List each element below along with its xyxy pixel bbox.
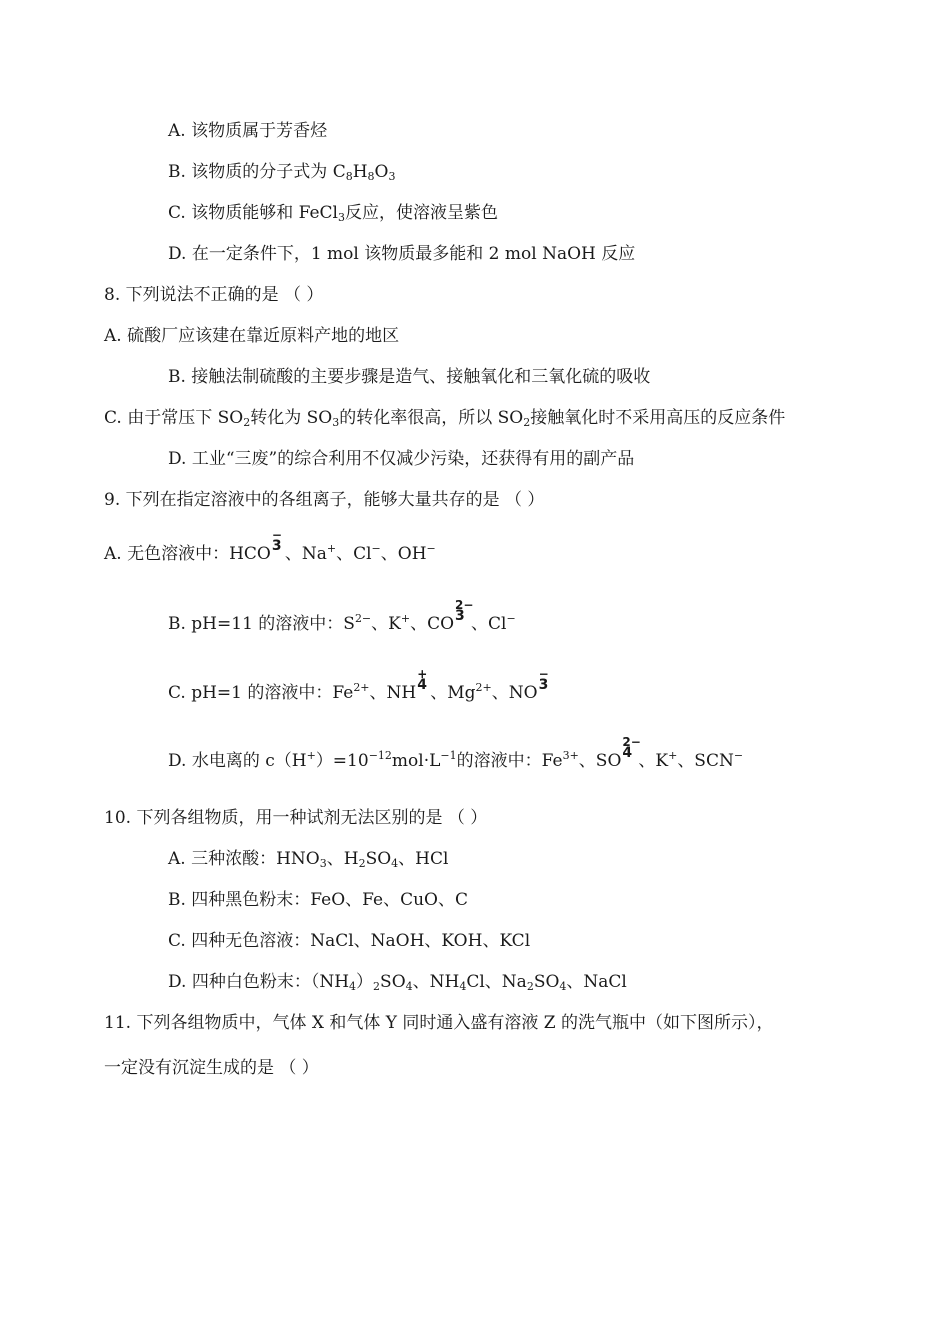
text: ） (356, 972, 374, 992)
text: 的溶液中：Fe (456, 751, 563, 771)
q10-option-a (168, 848, 448, 870)
charge: − (538, 667, 549, 681)
charge: − (271, 528, 282, 542)
superscript: 2− (354, 612, 372, 625)
q7-option-b (168, 161, 395, 183)
q8-option-d (168, 448, 634, 470)
superscript: + (306, 749, 316, 762)
text: B. 该物质的分子式为 C (168, 162, 346, 182)
superscript: − (733, 749, 744, 762)
subscript: 3 (337, 211, 345, 224)
superscript: −1 (440, 749, 457, 762)
text: A. 无色溶液中：HCO (104, 544, 271, 564)
superscript: + (668, 749, 678, 762)
subscript: 2 (523, 416, 531, 429)
count: 4 (417, 677, 427, 693)
q9-option-d (168, 735, 744, 772)
q11-stem-line-1 (104, 1012, 774, 1034)
q8-option-a-text: A. 硫酸厂应该建在靠近原料产地的地区 (104, 326, 400, 346)
subscript: 2 (373, 980, 381, 993)
q9-stem (104, 489, 544, 511)
text: 的转化率很高，所以 SO (339, 408, 524, 428)
superscript: − (506, 612, 516, 625)
q8-option-c (104, 407, 785, 429)
text: A. 三种浓酸：HNO (168, 849, 320, 869)
ion-stack (455, 598, 474, 635)
text: B. pH=11 的溶液中：S (168, 614, 355, 634)
count: 3 (538, 677, 549, 693)
subscript: 3 (319, 857, 327, 870)
text: SO (365, 849, 392, 869)
text: 反应，使溶液呈紫色 (344, 203, 498, 223)
ion-stack (538, 667, 550, 704)
q11-stem-text: 一定没有沉淀生成的是 （ ） (104, 1058, 319, 1078)
superscript: 3+ (562, 749, 579, 762)
q7-option-c (168, 202, 498, 224)
text: 、NH (369, 683, 417, 703)
superscript: − (371, 542, 381, 555)
q8-option-d-text: D. 工业“三废”的综合利用不仅减少污染，还获得有用的副产品 (168, 449, 635, 469)
text: Cl、Na (466, 972, 527, 992)
subscript: 8 (367, 170, 375, 183)
subscript: 4 (559, 980, 567, 993)
charge: + (417, 667, 428, 681)
q10-option-b-text: B. 四种黑色粉末：FeO、Fe、CuO、C (168, 890, 468, 910)
q8-stem (104, 284, 323, 306)
text: 、SCN (677, 751, 734, 771)
q9-option-a (104, 528, 436, 565)
subscript: 2 (358, 857, 366, 870)
ion-stack (417, 667, 428, 704)
q10-option-c (168, 930, 530, 952)
text: 、CO (410, 614, 455, 634)
q7-option-d-text: D. 在一定条件下，1 mol 该物质最多能和 2 mol NaOH 反应 (168, 244, 636, 264)
q8-option-a (104, 325, 399, 347)
q9-stem-text: 9. 下列在指定溶液中的各组离子，能够大量共存的是 （ ） (104, 490, 545, 510)
ion-stack (271, 528, 283, 565)
text: SO (380, 972, 406, 992)
q9-option-b (168, 598, 516, 635)
q7-option-a (168, 120, 327, 142)
text: 、HCl (398, 849, 449, 869)
subscript: 2 (526, 980, 534, 993)
superscript: 2+ (475, 681, 492, 694)
text: 、Cl (471, 614, 507, 634)
text: 、NO (491, 683, 538, 703)
q8-option-b (168, 366, 650, 388)
text: mol·L (391, 751, 441, 771)
q10-stem (104, 807, 487, 829)
subscript: 2 (243, 416, 251, 429)
text: 转化为 SO (250, 408, 333, 428)
text: 、SO (578, 751, 622, 771)
text: 、K (371, 614, 401, 634)
text: D. 四种白色粉末：（NH (168, 972, 350, 992)
text: C. 该物质能够和 FeCl (168, 203, 338, 223)
count: 3 (271, 538, 282, 554)
text: 、Na (284, 544, 327, 564)
q8-stem-text: 8. 下列说法不正确的是 （ ） (104, 285, 324, 305)
superscript: − (426, 542, 436, 555)
q9-option-c (168, 667, 552, 704)
text: D. 水电离的 c（H (168, 751, 307, 771)
superscript: 2+ (353, 681, 370, 694)
text: C. pH=1 的溶液中：Fe (168, 683, 354, 703)
text: 、NaCl (566, 972, 627, 992)
count: 3 (455, 608, 465, 624)
text: 、K (638, 751, 669, 771)
charge: 2− (455, 598, 474, 612)
q10-option-d (168, 971, 627, 993)
q7-option-d (168, 243, 635, 265)
text: 、NH (412, 972, 460, 992)
subscript: 4 (391, 857, 399, 870)
subscript: 4 (349, 980, 357, 993)
q10-option-c-text: C. 四种无色溶液：NaCl、NaOH、KOH、KCl (168, 931, 531, 951)
superscript: + (326, 542, 337, 555)
subscript: 3 (332, 416, 340, 429)
q8-option-b-text: B. 接触法制硫酸的主要步骤是造气、接触氧化和三氧化硫的吸收 (168, 367, 651, 387)
text: ）=10 (315, 751, 369, 771)
text: 、H (326, 849, 359, 869)
ion-stack (622, 735, 641, 772)
text: O (374, 162, 389, 182)
superscript: + (400, 612, 411, 625)
text: 接触氧化时不采用高压的反应条件 (530, 408, 786, 428)
superscript: −12 (368, 749, 392, 762)
text: 、Cl (336, 544, 372, 564)
subscript: 3 (388, 170, 396, 183)
q10-option-b (168, 889, 468, 911)
text: C. 由于常压下 SO (104, 408, 244, 428)
q7-option-a-text: A. 该物质属于芳香烃 (168, 121, 328, 141)
subscript: 4 (405, 980, 413, 993)
text: 、Mg (430, 683, 476, 703)
q10-stem-text: 10. 下列各组物质，用一种试剂无法区别的是 （ ） (104, 808, 488, 828)
subscript: 8 (345, 170, 353, 183)
q11-stem-text: 11. 下列各组物质中，气体 X 和气体 Y 同时通入盛有溶液 Z 的洗气瓶中（如下图所示）， (104, 1013, 774, 1033)
text: 、OH (380, 544, 427, 564)
q11-stem-line-2 (104, 1057, 319, 1079)
count: 4 (622, 745, 633, 761)
subscript: 4 (459, 980, 467, 993)
charge: 2− (622, 735, 641, 749)
text: H (352, 162, 368, 182)
text: SO (533, 972, 560, 992)
